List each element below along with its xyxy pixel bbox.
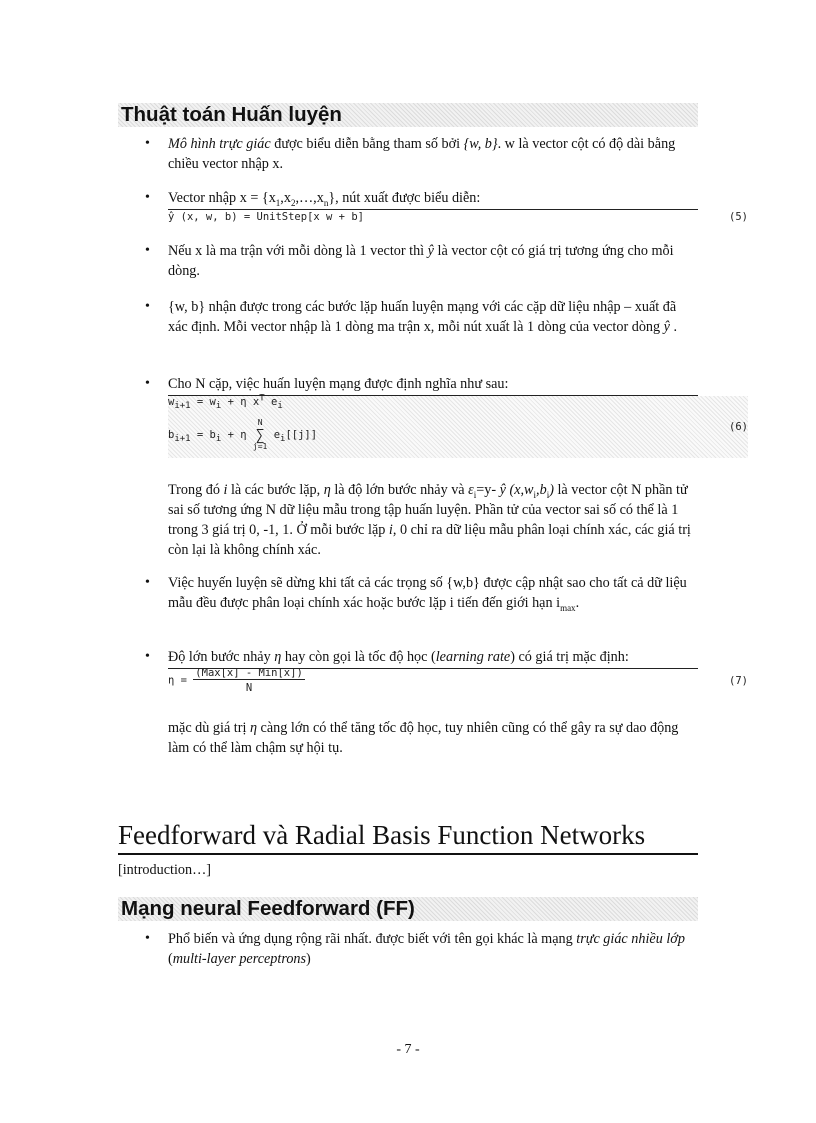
summation: N ∑ j=1 (252, 418, 268, 451)
bullet-popular: • Phổ biến và ứng dụng rộng rãi nhất. được biết với tên gọi khác là mạng trực giác nhiều lớp (multi-layer perceptrons) (168, 929, 698, 969)
paragraph-where: Trong đó i là các bước lặp, η là độ lớn bước nhảy và $\varepsilon_i=y-$ ŷ $(x,w_i,b_i)$ là vector cột N phần tử sai số tương ứng N dữ liệu mẫu trong tập huấn luyện. Phần tử của vector sai số có thể là 1 trong 3 giá trị 0, -1, 1. Ở mỗi bước lặp i, 0 chỉ ra dữ liệu mẫu phân loại chính xác, các giá trị còn lại là không chính xác. (168, 482, 691, 558)
bullet-matrix: • Nếu x là ma trận với mỗi dòng là 1 vector thì ŷ là vector cột có giá trị tương ứng cho mỗi dòng. (168, 241, 698, 281)
formula-7: η = $\frac{\text{(Max[x] - Min[x])}}{N}$ (7) (168, 667, 748, 694)
formula-6-line-b: $b_{i+1} = b_i + \eta$ N ∑ j=1 $e_i[[j]]$ (168, 418, 318, 451)
paragraph-despite: mặc dù giá trị η càng lớn có thể tăng tốc độ học, tuy nhiên cũng có thể gây ra sự dao động làm có thể làm chậm sự hội tụ. (168, 720, 679, 756)
formula-5: ŷ (x, w, b) = UnitStep[x w + b] (5) (168, 211, 748, 223)
formula-6 (168, 393, 748, 458)
bullet-stopping: • Việc huyến luyện sẽ dừng khi tất cả các trọng số {w,b} được cập nhật sao cho tất cả dữ liệu mẫu đều được phân loại chính xác hoặc bước lặp i tiến đến giới hạn $i_{max}$. (168, 573, 698, 613)
page-number: - 7 - (396, 1042, 420, 1057)
bullet-model: • Mô hình trực giác được biểu diễn bằng tham số bởi {w, b}. w là vector cột có độ dài bằng chiều vector nhập x. (168, 134, 698, 174)
bullet-input-vector: • Vector nhập $x = \{x_1,x_2,\dots,x_n\}$, nút xuất được biểu diễn: (168, 188, 698, 210)
section-heading-training-algorithm: Thuật toán Huấn luyện (118, 103, 698, 127)
equation-number-7: (7) (729, 675, 748, 687)
chapter-title: Feedforward và Radial Basis Function Networks (118, 818, 698, 855)
equation-number-6: (6) (729, 421, 748, 433)
section-heading-feedforward: Mạng neural Feedforward (FF) (118, 897, 698, 921)
bullet-n-pairs: • Cho N cặp, việc huấn luyện mạng được định nghĩa như sau: (168, 374, 698, 396)
bullet-wb-training: • {w, b} nhận được trong các bước lặp huấn luyện mạng với các cặp dữ liệu nhập – xuất đã xác định. Mỗi vector nhập là 1 dòng ma trận x, mỗi nút xuất là 1 dòng của vector dòng ŷ . (168, 297, 698, 337)
formula-6-line-w: $w_{i+1} = w_i + \eta$ $x^T$ $e_i$ (168, 393, 283, 412)
equation-number-5: (5) (729, 211, 748, 223)
fraction: $\frac{\text{(Max[x] - Min[x])}}{N}$ (195, 667, 303, 694)
bullet-step-size: • Độ lớn bước nhảy η hay còn gọi là tốc độ học (learning rate) có giá trị mặc định: (168, 647, 698, 669)
introduction-placeholder: [introduction…] (118, 862, 211, 878)
